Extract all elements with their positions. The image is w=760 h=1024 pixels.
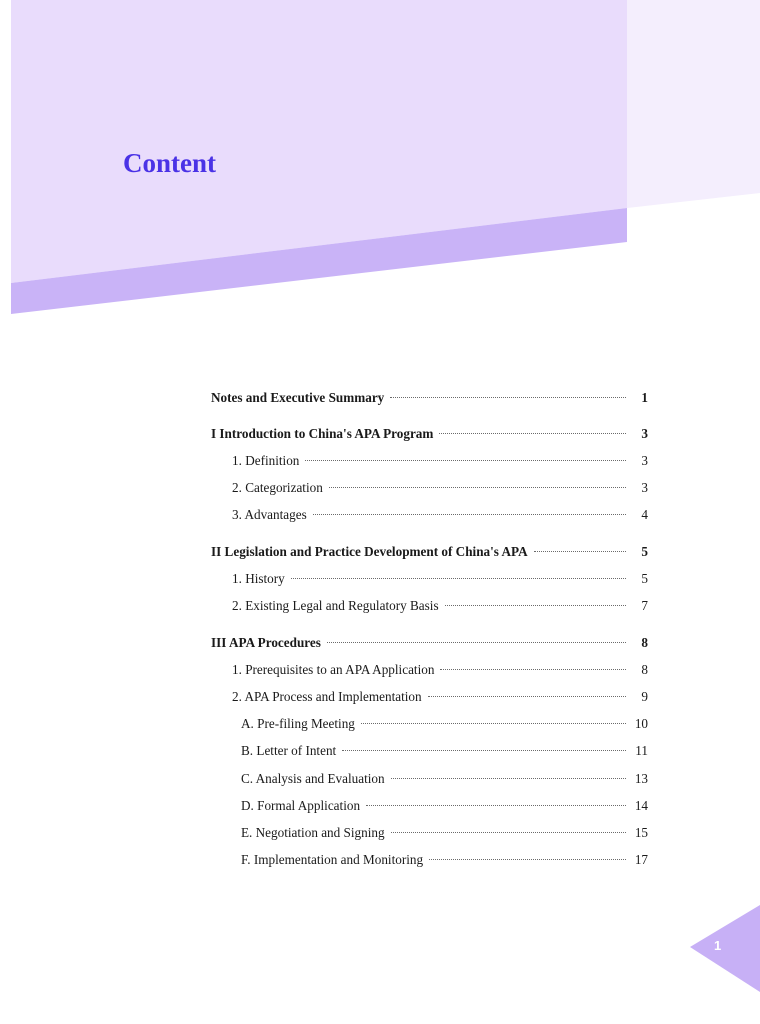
dot-leader bbox=[445, 605, 626, 606]
toc-entry-page: 4 bbox=[641, 507, 648, 522]
toc-entry-label: C. Analysis and Evaluation bbox=[241, 771, 385, 786]
dot-leader bbox=[342, 750, 626, 751]
dot-leader bbox=[439, 433, 626, 434]
toc-entry-label: 1. Prerequisites to an APA Application bbox=[232, 662, 435, 677]
toc-entry[interactable] bbox=[211, 571, 648, 591]
page-number-tab bbox=[690, 905, 760, 992]
toc-entry-label: 1. Definition bbox=[232, 453, 300, 468]
dot-leader bbox=[327, 642, 626, 643]
dot-leader bbox=[329, 487, 626, 488]
dot-leader bbox=[391, 778, 626, 779]
dot-leader bbox=[361, 723, 626, 724]
toc-entry-page: 15 bbox=[634, 825, 648, 840]
dot-leader bbox=[440, 669, 626, 670]
dot-leader bbox=[291, 578, 626, 579]
toc-entry[interactable] bbox=[211, 662, 648, 682]
toc-entry[interactable] bbox=[211, 771, 648, 791]
toc-entry-label: E. Negotiation and Signing bbox=[241, 825, 385, 840]
dot-leader bbox=[428, 696, 626, 697]
dot-leader bbox=[313, 514, 626, 515]
page-title: Content bbox=[123, 148, 216, 178]
toc-entry[interactable] bbox=[211, 453, 648, 473]
toc-entry[interactable] bbox=[211, 507, 648, 527]
toc-entry-label: 2. APA Process and Implementation bbox=[232, 689, 422, 704]
toc-entry-page: 8 bbox=[641, 662, 648, 677]
toc-entry[interactable] bbox=[211, 689, 648, 709]
toc-entry-page: 13 bbox=[634, 771, 648, 786]
dot-leader bbox=[390, 397, 626, 398]
pale-band bbox=[627, 0, 760, 208]
toc-entry-label: 3. Advantages bbox=[232, 507, 307, 522]
toc-entry-page: 1 bbox=[641, 390, 648, 405]
dot-leader bbox=[534, 551, 626, 552]
toc-entry-label: I Introduction to China's APA Program bbox=[211, 426, 434, 441]
toc-entry[interactable] bbox=[211, 390, 648, 410]
toc-entry[interactable] bbox=[211, 598, 648, 618]
toc-entry[interactable] bbox=[211, 635, 648, 655]
dot-leader bbox=[429, 859, 626, 860]
toc-entry[interactable] bbox=[211, 798, 648, 818]
dot-leader bbox=[391, 832, 626, 833]
toc-entry-page: 3 bbox=[641, 426, 648, 441]
toc-entry[interactable] bbox=[211, 426, 648, 446]
toc-entry[interactable] bbox=[211, 480, 648, 500]
toc-entry-label: 2. Existing Legal and Regulatory Basis bbox=[232, 598, 439, 613]
toc-entry[interactable] bbox=[211, 852, 648, 872]
toc-entry[interactable] bbox=[211, 825, 648, 845]
toc-entry-page: 14 bbox=[634, 798, 648, 813]
toc-entry-page: 7 bbox=[641, 598, 648, 613]
toc-entry-label: Notes and Executive Summary bbox=[211, 390, 385, 405]
toc-entry-page: 9 bbox=[641, 689, 648, 704]
toc-entry-page: 3 bbox=[641, 480, 648, 495]
toc-entry-label: III APA Procedures bbox=[211, 635, 321, 650]
toc-entry[interactable] bbox=[211, 716, 648, 736]
toc-entry-label: 2. Categorization bbox=[232, 480, 323, 495]
toc-entry[interactable] bbox=[211, 544, 648, 564]
toc-entry-label: D. Formal Application bbox=[241, 798, 361, 813]
toc-entry-label: II Legislation and Practice Development of China's APA bbox=[211, 544, 528, 559]
dot-leader bbox=[305, 460, 626, 461]
toc-entry-label: 1. History bbox=[232, 571, 285, 586]
toc-entry-page: 5 bbox=[641, 544, 648, 559]
toc-entry-page: 17 bbox=[634, 852, 648, 867]
page-number: 1 bbox=[714, 938, 722, 953]
toc-entry-page: 3 bbox=[641, 453, 648, 468]
toc-entry-page: 8 bbox=[641, 635, 648, 650]
toc-entry[interactable] bbox=[211, 743, 648, 763]
toc-entry-label: A. Pre-filing Meeting bbox=[241, 716, 355, 731]
toc-entry-label: F. Implementation and Monitoring bbox=[241, 852, 424, 867]
toc-entry-page: 5 bbox=[641, 571, 648, 586]
toc-entry-page: 11 bbox=[635, 743, 648, 758]
toc-entry-page: 10 bbox=[634, 716, 648, 731]
toc-entry-label: B. Letter of Intent bbox=[241, 743, 337, 758]
dot-leader bbox=[366, 805, 626, 806]
